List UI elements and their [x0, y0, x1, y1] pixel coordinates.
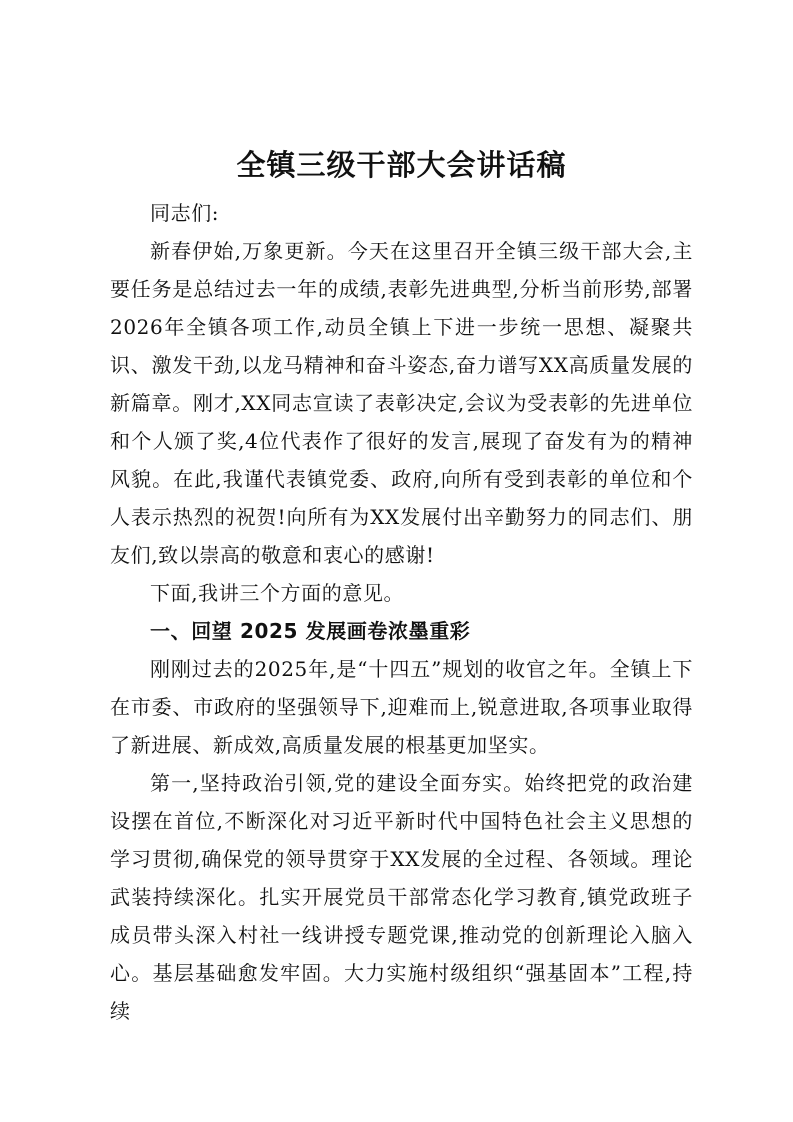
body-paragraph-opening: 新春伊始,万象更新。今天在这里召开全镇三级干部大会,主要任务是总结过去一年的成绩,表彰先进典型,分析当前形势,部署2026年全镇各项工作,动员全镇上下进一步统一思想、凝聚共识、激发干劲,以龙马精神和奋斗姿态,奋力谱写XX高质量发展的新篇章。刚才,XX同志宣读了表彰决定,会议为受表彰的先进单位和个人颁了奖,4位代表作了很好的发言,展现了奋发有为的精神风貌。在此,我谨代表镇党委、政府,向所有受到表彰的单位和个人表示热烈的祝贺!向所有为XX发展付出辛勤努力的同志们、朋友们,致以崇高的敬意和衷心的感谢! — [110, 239, 693, 567]
body-paragraph-party-building: 第一,坚持政治引领,党的建设全面夯实。始终把党的政治建设摆在首位,不断深化对习近平新时代中国特色社会主义思想的学习贯彻,确保党的领导贯穿于XX发展的全过程、各领域。理论武装持续深化。扎实开展党员干部常态化学习教育,镇党政班子成员带头深入村社一线讲授专题党课,推动党的创新理论入脑入心。基层基础愈发牢固。大力实施村级组织“强基固本”工程,持续 — [110, 771, 693, 1023]
body-paragraph-outline: 下面,我讲三个方面的意见。 — [150, 581, 405, 605]
body-paragraph-review: 刚刚过去的2025年,是“十四五”规划的收官之年。全镇上下在市委、市政府的坚强领导下,迎难而上,锐意进取,各项事业取得了新进展、新成效,高质量发展的根基更加坚实。 — [110, 657, 693, 757]
section-heading-1: 一、回望 2025 发展画卷浓墨重彩 — [150, 619, 471, 643]
salutation: 同志们: — [150, 201, 220, 225]
document-title: 全镇三级干部大会讲话稿 — [236, 148, 567, 182]
